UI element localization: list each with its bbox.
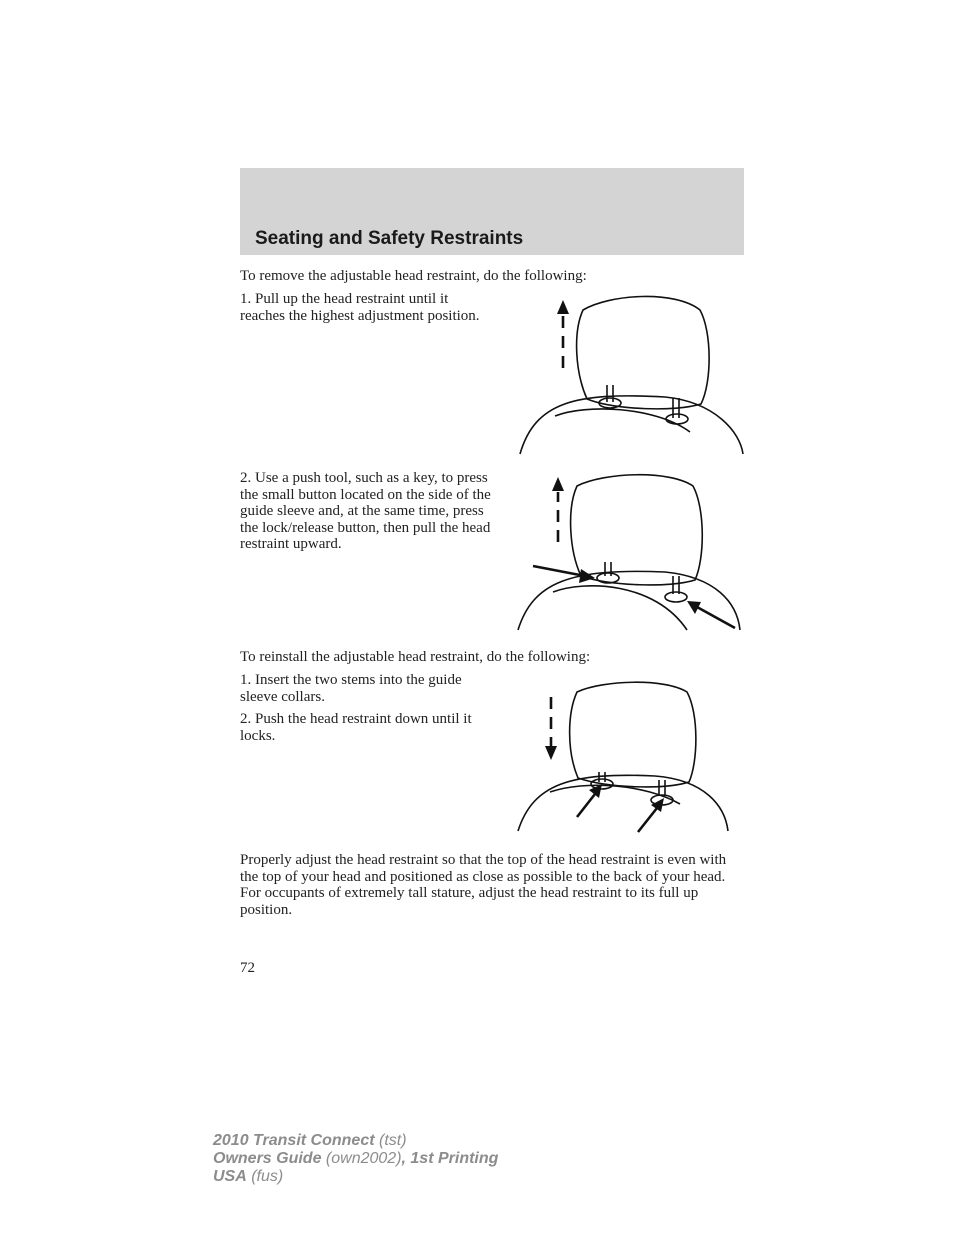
head-restraint-release-buttons-icon [515,472,747,634]
head-restraint-pull-up-icon [515,292,747,458]
footer-line-3 [213,1168,498,1186]
footer-vehicle-code: (tst) [374,1132,407,1149]
section-header-band [240,168,744,255]
print-footer [213,1132,498,1186]
footer-printing: , 1st Printing [401,1150,499,1167]
reinstall-intro: To reinstall the adjustable head restraint, do the following: [240,649,591,665]
footer-guide: Owners Guide [213,1150,322,1167]
remove-step-1: 1. Pull up the head restraint until it reaches the highest adjustment position. [240,291,480,324]
page-number: 72 [240,960,255,976]
footer-vehicle: 2010 Transit Connect [213,1132,375,1149]
head-restraint-push-down-icon [515,680,747,835]
adjust-note-paragraph: Properly adjust the head restraint so that the top of the head restraint is even with the top of your head and positioned as close as possible to the back of your head. For occupants of extremely tall stature, adjust the head restraint to its full up position. [240,852,727,918]
footer-guide-code: (own2002) [321,1150,402,1167]
footer-market-code: (fus) [246,1168,284,1185]
remove-intro: To remove the adjustable head restraint, do the following: [240,268,587,284]
footer-market: USA [213,1168,247,1185]
reinstall-step-1: 1. Insert the two stems into the guide sleeve collars. [240,672,462,705]
section-title: Seating and Safety Restraints [255,228,524,249]
footer-line-2 [213,1150,498,1168]
remove-step-2: 2. Use a push tool, such as a key, to press the small button located on the side of the guide sleeve and, at the same time, press the lock/release button, then pull the head restraint upward. [240,470,491,552]
footer-line-1 [213,1132,498,1150]
reinstall-step-2: 2. Push the head restraint down until it locks. [240,711,472,744]
